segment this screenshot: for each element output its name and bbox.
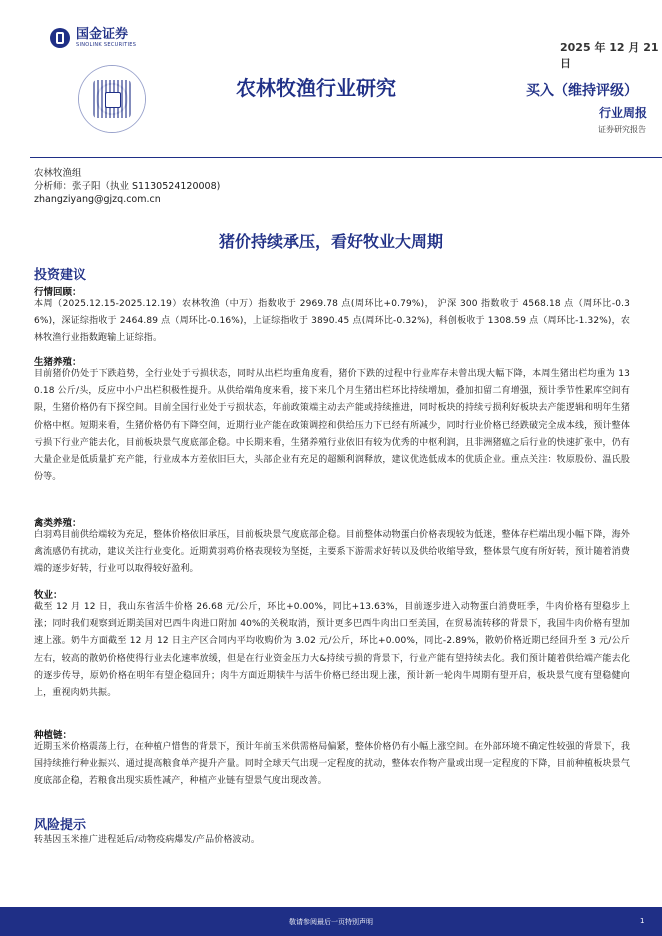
page-footer — [0, 907, 662, 936]
logo-icon — [50, 28, 70, 48]
livestock-label: 牧业： — [34, 590, 63, 601]
analyst-group: 农林牧渔组 — [34, 168, 82, 179]
analyst-info — [34, 167, 220, 206]
market-review-text: 本周（2025.12.15-2025.12.19）农林牧渔（中万）指数收于 2969.78 点(周环比+0.79%)， 沪深 300 指数收于 4568.18 点（周环比-0.36%)，深证综指收于 2464.89 点（周环比-0.16%)，上证综指收于 3890.45 点(周环比-0.32%)，科创板收于 1308.59 点（周环比-1.32%)，农林牧渔行业指数跑输上证综指。 — [34, 299, 630, 344]
livestock-text: 截至 12 月 12 日，我山东省活牛价格 26.68 元/公斤，环比+0.00%，同比+13.63%，目前逐步进入动物蛋白消费旺季，牛肉价格有望稳步上涨；同时我们观察到近期美国对巴西牛肉进口附加 40%的关税取消，预计更多巴西牛肉出口至美国，在贸易流转移的背景下，我国牛肉价格有望加速上涨。奶牛方面截至 12 月 12 日主产区合同内平均收购价为 3.02 元/公斤，环比+0.00%，同比-2.89%，散奶价格近期已经回升至 3 元/公斤左右，较高的散奶价格使得行业去化速率放缓，但是在行业资金压力大&持续亏损的背景下，行业产能有望持续去化。我们预计随着供给端产能去化的逐步传导，原奶价格在明年有望企稳回升；肉牛方面近期犊牛与活牛价格已经出现上涨，预计新一轮肉牛周期有望开启，板块景气度有望稳健向上，重视肉奶共振。 — [34, 602, 630, 699]
report-category: 证券研究报告 — [598, 125, 646, 134]
page-number: 1 — [640, 917, 645, 925]
report-title: 农林牧渔行业研究 — [236, 76, 396, 100]
analyst-name: 分析师：张子阳（执业 S1130524120008) — [34, 181, 221, 192]
report-type: 行业周报 — [599, 106, 648, 120]
market-review-label: 行情回顾： — [34, 287, 82, 298]
poultry-label: 禽类养殖： — [34, 518, 82, 529]
seed-text: 近期玉米价格震荡上行，在种植户惜售的背景下，预计年前玉米供需格局偏紧，整体价格仍有小幅上涨空间。在外部环境不确定性较强的背景下，我国持续推行种业振兴、通过提高粮食单产提升产量。同时全球天气出现一定程度的扰动，整体农作物产量或出现一定程度的下降，目前种植板块景气度底部企稳，若粮食出现实质性减产，种植产业链有望景气度出现改善。 — [34, 742, 630, 787]
logo-name-cn: 国金证券 — [76, 27, 129, 42]
rating: 买入（维持评级） — [526, 83, 638, 99]
report-header — [0, 0, 662, 160]
footer-disclaimer[interactable]: 敬请参阅最后一页特别声明 — [289, 918, 373, 926]
company-logo — [50, 28, 136, 48]
seed-label: 种植链： — [34, 730, 73, 741]
report-date: 2025 年 12 月 21 日 — [560, 41, 659, 70]
poultry-text: 白羽鸡目前供给端较为充足，整体价格依旧承压，目前板块景气度底部企稳。目前整体动物蛋白价格表现较为低迷，整体存栏端出现小幅下降，海外禽流感仍有扰动，建议关注行业变化。近期黄羽鸡价格表现较为坚挺，主要系下游需求好转以及供给收缩导致，整体景气度有所好转，预计随着消费端的逐步好转，行业可以取得较好盈利。 — [34, 530, 630, 575]
logo-name-en: SINOLINK SECURITIES — [76, 42, 137, 48]
qr-code-icon — [79, 66, 145, 132]
hog-text: 目前猪价仍处于下跌趋势，全行业处于亏损状态，同时从出栏均重角度看，猪价下跌的过程中行业库存未曾出现大幅下降，本周生猪出栏均重为 130.18 公斤/头，反应中小户出栏积极性提升。从供给端角度来看，接下来几个月生猪出栏环比持续增加，叠加扣留二育增强，预计季节性累库空间有限，生猪价格仍有下探空间。目前全国行业处于亏损状态，年前政策端主动去产能或持续推进，同时板块的持续亏损利好板块去产能逻辑和明年生猪价格中枢。短期来看，生猪价格仍有下降空间，近期行业产能在政策调控和供给压力下已经有所减少，同时行业价格已经跌破完全成本线，预计整体亏损下行业产能去化，目前板块景气度底部企稳。中长期来看，生猪养殖行业依旧有较为优秀的中枢利润，且非洲猪瘟之后行业的快速扩张中，仍有大量企业是低质量扩充产能，行业成本方差依旧巨大，头部企业有充足的超额利润释放，建议优选低成本的优质企业。重点关注：牧原股份、温氏股份等。 — [34, 369, 630, 483]
risk-text: 转基因玉米推广进程延后/动物疫病爆发/产品价格波动。 — [34, 835, 260, 845]
headline: 猪价持续承压，看好牧业大周期 — [218, 232, 443, 251]
header-divider — [30, 157, 662, 158]
hog-label: 生猪养殖： — [34, 357, 82, 368]
risk-title: 风险提示 — [34, 818, 87, 833]
investment-advice-title: 投资建议 — [34, 268, 87, 283]
analyst-email[interactable]: zhangziyang@gjzq.com.cn — [34, 194, 161, 205]
